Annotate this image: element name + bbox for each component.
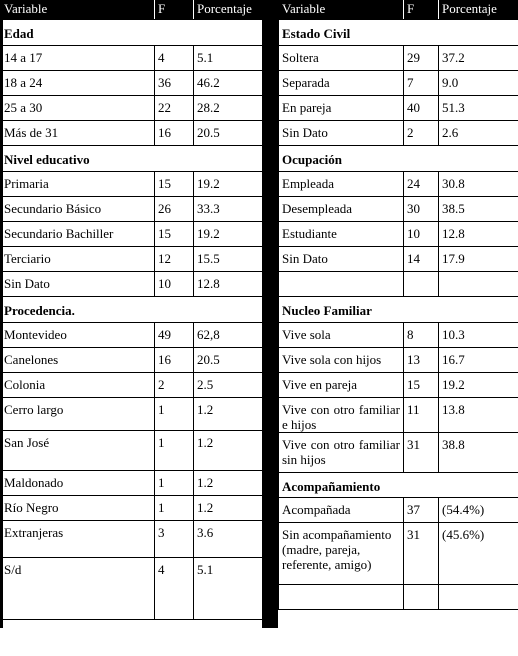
variable-cell: Vive con otro familiar e hijos [279,398,404,433]
frequency-cell [404,585,439,610]
variable-cell: Montevideo [1,323,155,348]
header-row [1,1,263,20]
frequency-cell: 15 [155,172,194,197]
frequency-cell: 16 [155,348,194,373]
frequency-cell: 36 [155,71,194,96]
variable-cell: Colonia [1,373,155,398]
percentage-cell: 10.3 [439,323,518,348]
table-row [1,121,263,146]
percentage-cell: 2.5 [194,373,263,398]
frequency-cell: 16 [155,121,194,146]
percentage-cell: 1.2 [194,496,263,521]
variable-cell: Canelones [1,348,155,373]
frequency-cell: 10 [155,272,194,297]
variable-cell: Terciario [1,247,155,272]
frequency-cell: 1 [155,398,194,431]
percentage-cell: 30.8 [439,172,518,197]
table-row [1,222,263,247]
percentage-cell: 17.9 [439,247,518,272]
variable-cell: S/d [1,558,155,620]
frequency-cell: 40 [404,96,439,121]
variable-cell: 18 a 24 [1,71,155,96]
section-title: Nivel educativo [1,146,263,172]
section-title: Edad [1,20,263,46]
variable-cell: Separada [279,71,404,96]
section-title: Procedencia. [1,297,263,323]
percentage-cell: 19.2 [194,172,263,197]
variable-cell: Más de 31 [1,121,155,146]
frequency-cell: 11 [404,398,439,433]
table-row [279,197,518,222]
section-title: Nucleo Familiar [279,297,518,323]
percentage-cell: 15.5 [194,247,263,272]
section-row [279,297,518,323]
variable-cell: 14 a 17 [1,46,155,71]
table-row [1,471,263,496]
frequency-cell: 31 [404,433,439,473]
header-f: F [404,1,439,20]
frequency-cell: 15 [155,222,194,247]
percentage-cell: 1.2 [194,471,263,496]
variable-cell: En pareja [279,96,404,121]
section-row [1,20,263,46]
frequency-cell: 1 [155,496,194,521]
variable-cell: Secundario Bachiller [1,222,155,247]
variable-cell: Desempleada [279,197,404,222]
variable-cell: Estudiante [279,222,404,247]
frequency-cell [404,272,439,297]
frequency-cell: 26 [155,197,194,222]
section-row [279,473,518,498]
percentage-cell: 51.3 [439,96,518,121]
variable-cell: Sin Dato [279,247,404,272]
section-title: Estado Civil [279,20,518,46]
percentage-cell [439,585,518,610]
table-row [279,348,518,373]
percentage-cell: (45.6%) [439,523,518,585]
table-row [279,433,518,473]
header-porcentaje: Porcentaje [194,1,263,20]
variable-cell: 25 a 30 [1,96,155,121]
percentage-cell: 2.6 [439,121,518,146]
percentage-cell: 19.2 [439,373,518,398]
frequency-cell: 13 [404,348,439,373]
percentage-cell: 5.1 [194,46,263,71]
percentage-cell: 62,8 [194,323,263,348]
percentage-cell: 12.8 [194,272,263,297]
table-row [279,46,518,71]
table-row [279,373,518,398]
variable-cell: Sin Dato [1,272,155,297]
table-row [279,71,518,96]
variable-cell: Vive en pareja [279,373,404,398]
variable-cell: Empleada [279,172,404,197]
variable-cell: Sin acompañamiento (madre, pareja, referente, amigo) [279,523,404,585]
percentage-cell: 1.2 [194,431,263,471]
frequency-cell: 12 [155,247,194,272]
section-row [1,146,263,172]
table-row [1,398,263,431]
table-left [0,0,263,620]
frequency-cell: 10 [404,222,439,247]
variable-cell: Cerro largo [1,398,155,431]
variable-cell: Vive con otro familiar sin hijos [279,433,404,473]
table-row [279,523,518,585]
table-row [1,348,263,373]
table-row [279,498,518,523]
frequency-cell: 1 [155,431,194,471]
percentage-cell: 20.5 [194,348,263,373]
variable-cell: San José [1,431,155,471]
frequency-cell: 31 [404,523,439,585]
variable-cell: Secundario Básico [1,197,155,222]
frequency-cell: 22 [155,96,194,121]
frequency-cell: 4 [155,46,194,71]
table-row [1,197,263,222]
table-row [1,558,263,620]
percentage-cell: 9.0 [439,71,518,96]
variable-cell [279,272,404,297]
percentage-cell [439,272,518,297]
header-row [279,1,518,20]
frequency-cell: 3 [155,521,194,558]
percentage-cell: 3.6 [194,521,263,558]
frequency-cell: 29 [404,46,439,71]
percentage-cell: 33.3 [194,197,263,222]
frequency-cell: 7 [404,71,439,96]
table-row [1,247,263,272]
percentage-cell: 13.8 [439,398,518,433]
percentage-cell: 19.2 [194,222,263,247]
table-row [1,71,263,96]
variable-cell: Vive sola [279,323,404,348]
frequency-cell: 49 [155,323,194,348]
frequency-cell: 37 [404,498,439,523]
table-row [279,96,518,121]
frequency-cell: 30 [404,197,439,222]
table-row [279,222,518,247]
header-f: F [155,1,194,20]
table-row [1,46,263,71]
table-row [279,585,518,610]
table-row [279,121,518,146]
table-row [1,521,263,558]
table-row [1,496,263,521]
section-row [279,20,518,46]
frequency-cell: 24 [404,172,439,197]
header-variable: Variable [1,1,155,20]
percentage-cell: 16.7 [439,348,518,373]
table-right [278,0,518,610]
table-row [1,272,263,297]
frequency-cell: 14 [404,247,439,272]
table-row [1,96,263,121]
frequency-cell: 15 [404,373,439,398]
frequency-cell: 8 [404,323,439,348]
section-row [279,146,518,172]
section-title: Acompañamiento [279,473,518,498]
table-row [1,172,263,197]
percentage-cell: 38.5 [439,197,518,222]
frequency-cell: 2 [404,121,439,146]
percentage-cell: 5.1 [194,558,263,620]
header-variable: Variable [279,1,404,20]
percentage-cell: 20.5 [194,121,263,146]
section-row [1,297,263,323]
table-row [279,172,518,197]
percentage-cell: 37.2 [439,46,518,71]
table-row [279,398,518,433]
variable-cell [279,585,404,610]
variable-cell: Extranjeras [1,521,155,558]
frequency-cell: 1 [155,471,194,496]
header-porcentaje: Porcentaje [439,1,518,20]
variable-cell: Río Negro [1,496,155,521]
variable-cell: Acompañada [279,498,404,523]
variable-cell: Sin Dato [279,121,404,146]
table-row [279,272,518,297]
variable-cell: Vive sola con hijos [279,348,404,373]
section-title: Ocupación [279,146,518,172]
percentage-cell: (54.4%) [439,498,518,523]
percentage-cell: 46.2 [194,71,263,96]
frequency-cell: 4 [155,558,194,620]
variable-cell: Maldonado [1,471,155,496]
table-row [279,247,518,272]
frequency-cell: 2 [155,373,194,398]
table-row [1,323,263,348]
percentage-cell: 1.2 [194,398,263,431]
percentage-cell: 28.2 [194,96,263,121]
variable-cell: Primaria [1,172,155,197]
table-row [279,323,518,348]
variable-cell: Soltera [279,46,404,71]
percentage-cell: 12.8 [439,222,518,247]
percentage-cell: 38.8 [439,433,518,473]
table-row [1,373,263,398]
table-row [1,431,263,471]
